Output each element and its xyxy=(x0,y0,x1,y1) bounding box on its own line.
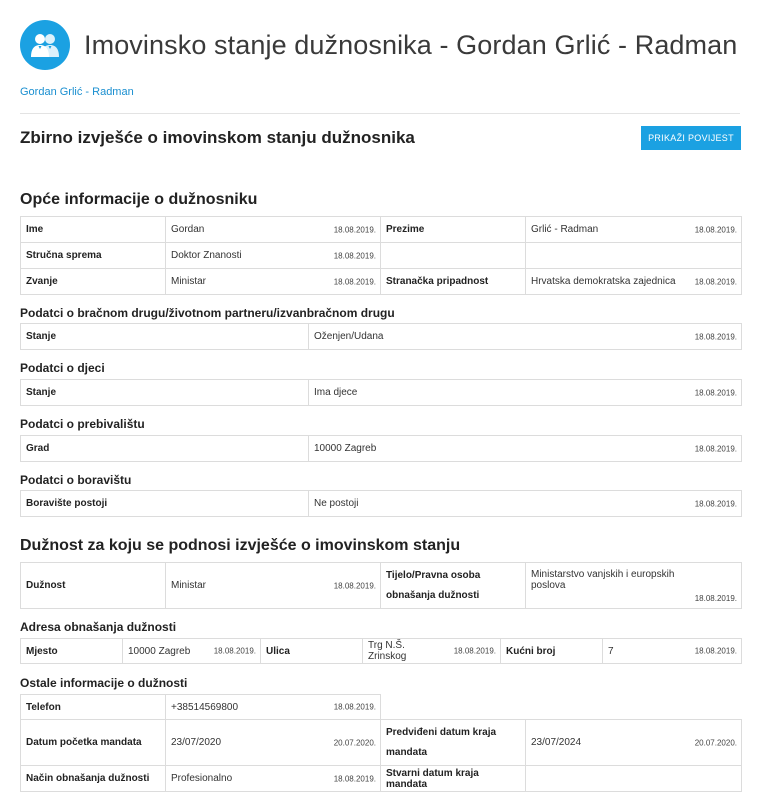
section-title-children: Podatci o djeci xyxy=(20,361,105,375)
table-row xyxy=(21,766,742,792)
label-ulica: Ulica xyxy=(261,639,363,664)
label-mjesto: Mjesto xyxy=(21,639,123,664)
other-info-table xyxy=(20,694,742,792)
label-telefon: Telefon xyxy=(21,695,166,720)
value-nacin-obnasanja: Profesionalno 18.08.2019. xyxy=(166,766,381,792)
duty-table xyxy=(20,562,742,609)
table-row xyxy=(21,380,742,406)
section-title-other: Ostale informacije o dužnosti xyxy=(20,676,188,690)
page-header xyxy=(20,20,740,70)
value-datum-pocetka: 23/07/2020 20.07.2020. xyxy=(166,720,381,766)
address-table xyxy=(20,638,742,664)
label-tijelo: Tijelo/Pravna osoba obnašanja dužnosti xyxy=(381,563,526,609)
show-history-button[interactable]: PRIKAŽI POVIJEST xyxy=(641,126,741,150)
value-ulica: Trg N.Š. Zrinskog 18.08.2019. xyxy=(363,639,501,664)
label-grad: Grad xyxy=(21,436,309,462)
value-telefon: +38514569800 18.08.2019. xyxy=(166,695,381,720)
value-mjesto: 10000 Zagreb 18.08.2019. xyxy=(123,639,261,664)
table-row xyxy=(21,269,742,295)
section-title-duty: Dužnost za koju se podnosi izvješće o imovinskom stanju xyxy=(20,537,461,554)
table-row xyxy=(21,563,742,609)
value-stranacka-pripadnost: Hrvatska demokratska zajednica 18.08.2019. xyxy=(526,269,742,295)
children-table xyxy=(20,379,742,406)
label-boraviste: Boravište postoji xyxy=(21,491,309,517)
table-row xyxy=(21,217,742,243)
value-boraviste: Ne postoji 18.08.2019. xyxy=(309,491,742,517)
officials-icon xyxy=(20,20,70,70)
label-zvanje: Zvanje xyxy=(21,269,166,295)
breadcrumb-link[interactable]: Gordan Grlić - Radman xyxy=(20,86,134,98)
section-title-stay: Podatci o boravištu xyxy=(20,473,132,487)
page-title: Imovinsko stanje dužnosnika - Gordan Grlić - Radman xyxy=(84,29,738,60)
label-prezime: Prezime xyxy=(381,217,526,243)
section-title-spouse: Podatci o bračnom drugu/životnom partneru/izvanbračnom drugu xyxy=(20,306,395,320)
table-row xyxy=(21,243,742,269)
table-row xyxy=(21,324,742,350)
value-spouse-stanje: Oženjen/Udana 18.08.2019. xyxy=(309,324,742,350)
value-children-stanje: Ima djece 18.08.2019. xyxy=(309,380,742,406)
table-row xyxy=(21,695,742,720)
empty-cell xyxy=(381,695,526,720)
spouse-table xyxy=(20,323,742,350)
label-stvarni-kraj: Stvarni datum kraja mandata xyxy=(381,766,526,792)
empty-cell xyxy=(526,695,742,720)
label-nacin-obnasanja: Način obnašanja dužnosti xyxy=(21,766,166,792)
value-grad: 10000 Zagreb 18.08.2019. xyxy=(309,436,742,462)
section-title-general: Opće informacije o dužnosniku xyxy=(20,191,258,208)
value-prezime: Grlić - Radman 18.08.2019. xyxy=(526,217,742,243)
general-info-table xyxy=(20,216,742,295)
section-title-address: Adresa obnašanja dužnosti xyxy=(20,620,177,634)
table-row xyxy=(21,639,742,664)
label-duznost: Dužnost xyxy=(21,563,166,609)
section-title-residence: Podatci o prebivalištu xyxy=(20,417,145,431)
value-ime: Gordan 18.08.2019. xyxy=(166,217,381,243)
stay-table xyxy=(20,490,742,517)
label-kucni-broj: Kućni broj xyxy=(501,639,603,664)
label-children-stanje: Stanje xyxy=(21,380,309,406)
value-stvarni-kraj xyxy=(526,766,742,792)
value-predvideni-kraj: 23/07/2024 20.07.2020. xyxy=(526,720,742,766)
table-row xyxy=(21,436,742,462)
value-strucna-sprema: Doktor Znanosti 18.08.2019. xyxy=(166,243,381,269)
value-duznost: Ministar 18.08.2019. xyxy=(166,563,381,609)
report-title: Zbirno izvješće o imovinskom stanju dužnosnika xyxy=(20,128,415,147)
label-spouse-stanje: Stanje xyxy=(21,324,309,350)
residence-table xyxy=(20,435,742,462)
label-stranacka-pripadnost: Stranačka pripadnost xyxy=(381,269,526,295)
label-strucna-sprema: Stručna sprema xyxy=(21,243,166,269)
label-datum-pocetka: Datum početka mandata xyxy=(21,720,166,766)
label-empty xyxy=(381,243,526,269)
value-kucni-broj: 7 18.08.2019. xyxy=(603,639,742,664)
table-row xyxy=(21,720,742,766)
label-ime: Ime xyxy=(21,217,166,243)
value-zvanje: Ministar 18.08.2019. xyxy=(166,269,381,295)
divider xyxy=(20,113,740,114)
label-predvideni-kraj: Predviđeni datum kraja mandata xyxy=(381,720,526,766)
value-empty xyxy=(526,243,742,269)
table-row xyxy=(21,491,742,517)
value-tijelo: Ministarstvo vanjskih i europskih poslova 18.08.2019. xyxy=(526,563,742,609)
